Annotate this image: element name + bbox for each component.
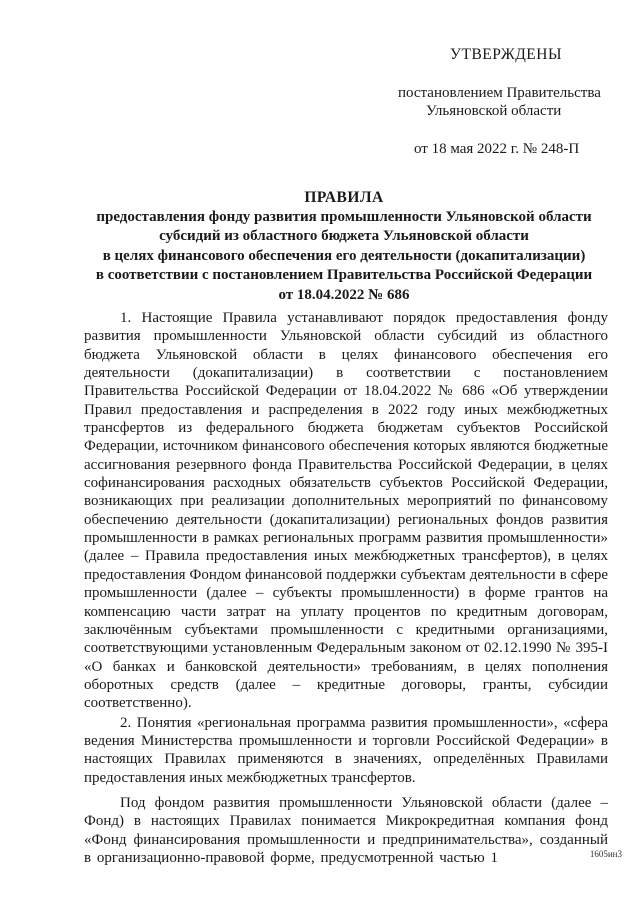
document-code: 1605ин3 <box>589 849 622 859</box>
paragraph-3: Под фондом развития промышленности Ульяновской области (далее – Фонд) в настоящих Правилах понимается Микрокредитная компания фонд «Фонд финансирования промышленности и предпринимательства», созданный в организационно-правовой форме, предусмотренной частью 1 <box>84 794 608 866</box>
title-line: в целях финансового обеспечения его деятельности (докапитализации) <box>102 247 586 264</box>
title-line: субсидий из областного бюджета Ульяновской области <box>159 228 529 244</box>
decree-date: от 18 мая 2022 г. № 248-П <box>414 141 580 157</box>
paragraph-2: 2. Понятия «региональная программа развития промышленности», «сфера ведения Министерства промышленности и торговли Российской Федерации» в настоящих Правилах применяются в значениях, определённых Правилами предоставления иных межбюджетных трансфертов. <box>84 714 608 786</box>
title-line: в соответствии с постановлением Правительства Российской Федерации <box>95 267 593 283</box>
approved-stamp: УТВЕРЖДЕНЫ <box>450 46 562 63</box>
title-line: от 18.04.2022 № 686 <box>278 286 410 303</box>
decree-reference-line1: постановлением Правительства <box>398 85 601 101</box>
title-main: ПРАВИЛА <box>304 189 384 206</box>
document-title <box>60 188 628 305</box>
document-body <box>84 309 608 867</box>
title-line: предоставления фонду развития промышленности Ульяновской области <box>96 208 592 225</box>
paragraph-1: 1. Настоящие Правила устанавливают порядок предоставления фонду развития промышленности Ульяновской области субсидий из областного бюджета Ульяновской области в целях финансового обеспечения его деятельности (докапитализации) в соответствии с постановлением Правительства Российской Федерации от 18.04.2022 № 686 «Об утверждении Правил предоставления и распределения в 2022 году иных межбюджетных трансфертов из федерального бюджета бюджетам субъектов Российской Федерации, источником финансового обеспечения которых являются бюджетные ассигнования резервного фонда Правительства Российской Федерации, в целях софинансирования расходных обязательств субъектов Российской Федерации, возникающих при реализации дополнительных мероприятий по финансовому обеспечению деятельности (докапитализации) региональных фондов развития промышленности в рамках региональных программ развития промышленности» (далее – Правила предоставления иных межбюджетных трансфертов), в целях предоставления Фондом финансовой поддержки субъектам деятельности в сфере промышленности (далее – субъекты промышленности) в форме грантов на компенсацию части затрат на уплату процентов по кредитным договорам, заключённым субъектами промышленности с кредитными организациями, соответствующими установленным Федеральным законом от 02.12.1990 № 395-I «О банках и банковской деятельности» требованиям, в целях пополнения оборотных средств (далее – кредитные договоры, гранты, субсидии соответственно). <box>84 310 608 712</box>
decree-reference-line2: Ульяновской области <box>426 103 562 119</box>
